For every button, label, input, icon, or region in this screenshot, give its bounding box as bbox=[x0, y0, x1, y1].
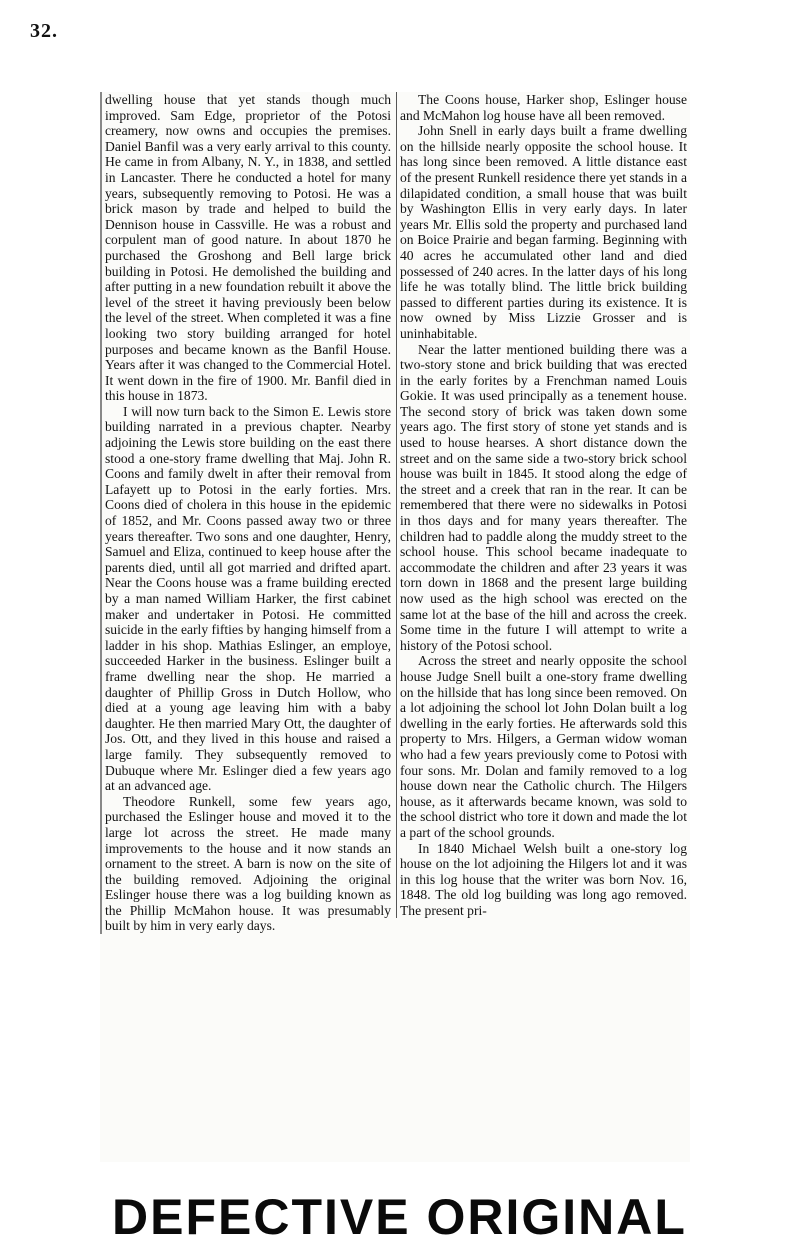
paragraph: John Snell in early days built a frame dwelling on the hillside nearly opposite the school house. It has long since been removed. A little distance east of the present Runkell residence there yet stands in a dilapidated condition, a small house that was built by Washington Ellis in very early days. In later years Mr. Ellis sold the property and purchased land on Boice Prairie and began farming. Beginning with 40 acres he accumulated other land and died possessed of 240 acres. In the latter days of his long life he was totally blind. The little brick building passed to different parties during its existence. It is now owned by Miss Lizzie Grosser and is uninhabitable. bbox=[400, 123, 687, 341]
newspaper-clipping bbox=[100, 92, 690, 1162]
paragraph: Theodore Runkell, some few years ago, purchased the Eslinger house and moved it to the large lot across the street. He made many improvements to the house and it now stands an ornament to the street. A barn is now on the site of the building removed. Adjoining the original Eslinger house there was a log building known as the Phillip McMahon house. It was presumably built by him in very early days. bbox=[105, 793, 391, 934]
left-column bbox=[100, 92, 391, 934]
paragraph: The Coons house, Harker shop, Eslinger house and McMahon log house have all been removed. bbox=[400, 92, 687, 123]
paragraph: dwelling house that yet stands though much improved. Sam Edge, proprietor of the Potosi creamery, now owns and occupies the premises. Daniel Banfil was a very early arrival to this county. He came in from Albany, N. Y., in 1838, and settled in Lancaster. There he conducted a hotel for many years, subsequently removing to Potosi. He was a brick mason by trade and helped to build the Dennison house in Cassville. He was a robust and corpulent man of good nature. In about 1870 he purchased the Groshong and Bell large brick building in Potosi. He demolished the building and after putting in a new foundation rebuilt it above the level of the street it having previously been below the level of the street. When completed it was a fine looking two story building arranged for hotel purposes and became known as the Banfil House. Years after it was changed to the Commercial Hotel. It went down in the fire of 1900. Mr. Banfil died in this house in 1873. bbox=[105, 92, 391, 404]
page-number: 32. bbox=[30, 20, 58, 42]
paragraph: In 1840 Michael Welsh built a one-story log house on the lot adjoining the Hilgers lot and it was in this log house that the writer was born Nov. 16, 1848. The old log building was long ago removed. The present pri- bbox=[400, 840, 687, 918]
paragraph: I will now turn back to the Simon E. Lewis store building narrated in a previous chapter. Nearby adjoining the Lewis store building on the east there stood a one-story frame dwelling that Maj. John R. Coons and family dwelt in after their removal from Lafayett up to Potosi in the early forties. Mrs. Coons died of cholera in this house in the epidemic of 1852, and Mr. Coons passed away two or three years thereafter. Two sons and one daughter, Henry, Samuel and Eliza, continued to keep house after the parents died, until all got married and drifted apart. Near the Coons house was a frame building erected by a man named William Harker, the first cabinet maker and undertaker in Potosi. He committed suicide in the early fifties by hanging himself from a ladder in his shop. Mathias Eslinger, an employe, succeeded Harker in the business. Eslinger built a frame dwelling near the shop. He married a daughter of Phillip Gross in Dutch Hollow, who died at a young age leaving him with a baby daughter. He then married Mary Ott, the daughter of Jos. Ott, and they lived in this house and raised a large family. They subsequently removed to Dubuque where Mr. Eslinger died a few years ago at an advanced age. bbox=[105, 403, 391, 794]
right-column bbox=[396, 92, 687, 918]
paragraph: Across the street and nearly opposite the school house Judge Snell built a one-story frame dwelling on the hillside that has long since been removed. On a lot adjoining the school lot John Dolan built a log dwelling in the early forties. He afterwards sold this property to Mrs. Hilgers, a German widow woman who had a few years previously come to Potosi with four sons. Mr. Dolan and family removed to a log house down near the Catholic church. The Hilgers house, as it afterwards became known, was sold to the school district who tore it down and made the lot a part of the school grounds. bbox=[400, 653, 687, 840]
defective-original-stamp: DEFECTIVE ORIGINAL bbox=[112, 1189, 687, 1245]
paragraph: Near the latter mentioned building there was a two-story stone and brick building that was erected in the early forites by a Frenchman named Louis Gokie. It was used principally as a tenement house. The second story of brick was taken down some years ago. The first story of stone yet stands and is used to house hearses. A short distance down the street and on the same side a two-story brick school house was built in 1845. It stood along the edge of the street and a creek that ran in the rear. It can be remembered that there were no sidewalks in Potosi in thos days and for many years thereafter. The children had to paddle along the muddy street to the school house. This school became inadequate to accommodate the children and after 23 years it was torn down in 1868 and the present large building now used as the high school was erected on the same lot at the base of the hill and across the creek. Some time in the future I will attempt to write a history of the Potosi school. bbox=[400, 341, 687, 653]
